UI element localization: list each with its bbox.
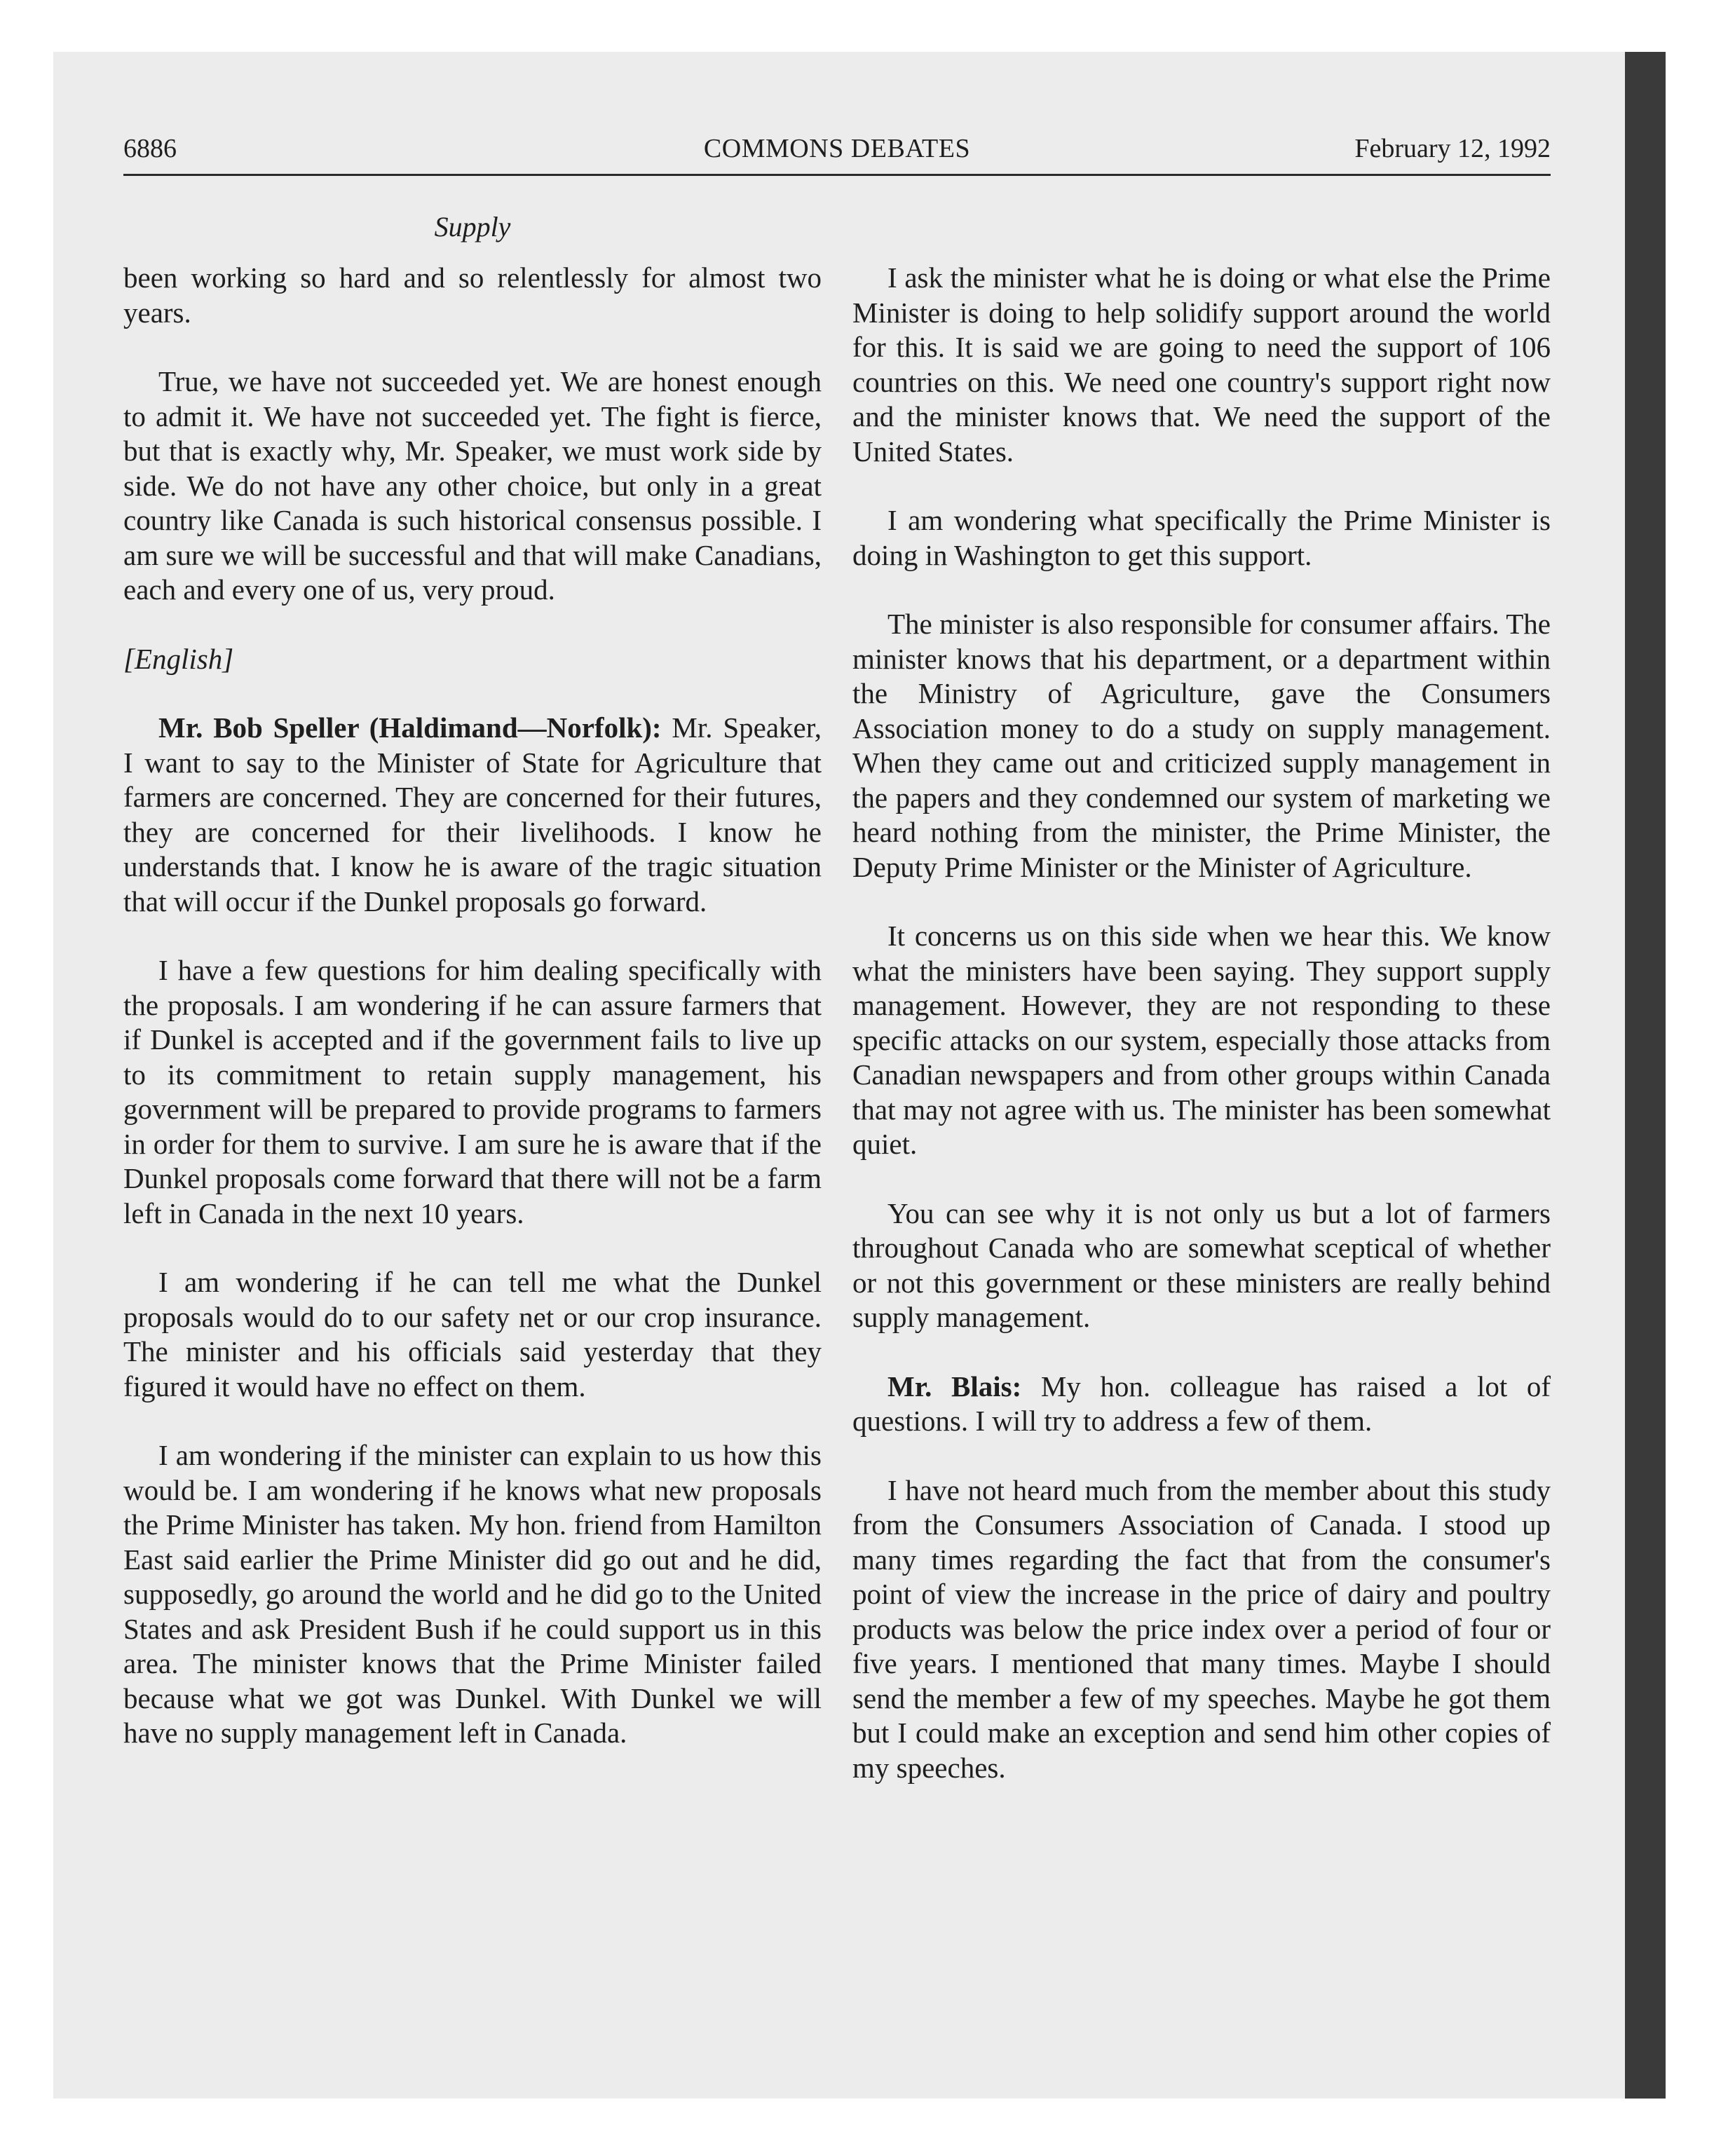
header-rule: [123, 174, 1551, 176]
paragraph: I am wondering if the minister can explain to us how this would be. I am wondering if he knows what new proposals the Prime Minister has taken. My hon. friend from Hamilton East said earlier the Prime Minister did go out and he did, supposedly, go around the world and he did go to the United States and ask President Bush if he could support us in this area. The minister knows that the Prime Minister failed because what we got was Dunkel. With Dunkel we will have no supply management left in Canada.: [123, 1439, 822, 1749]
paragraph: I ask the minister what he is doing or what else the Prime Minister is doing to help solidify support around the world for this. It is said we are going to need the support of 106 countries on this. We need one country's support right now and the minister knows that. We need the support of the United States.: [852, 261, 1551, 468]
page-header: [123, 133, 1551, 175]
speaker-name: Mr. Blais:: [887, 1370, 1022, 1403]
publication-title: COMMONS DEBATES: [703, 134, 971, 163]
left-column: [123, 261, 822, 1751]
right-column: [852, 261, 1551, 1785]
speaker-name: Mr. Bob Speller (Haldimand—Norfolk):: [158, 711, 662, 744]
paragraph: been working so hard and so relentlessly for almost two years.: [123, 261, 822, 329]
scan-edge-band: [1625, 52, 1666, 2099]
paragraph: It concerns us on this side when we hear this. We know what the ministers have been saying. They support supply management. However, they are not responding to these specific attacks on our system, especially those attacks from Canadian newspapers and from other groups within Canada that may not agree with us. The minister has been somewhat quiet.: [852, 920, 1551, 1160]
speech-text: Mr. Speaker, I want to say to the Minister of State for Agriculture that farmers are concerned. They are concerned for their futures, they are concerned for their livelihoods. I know he understands that. I know he is aware of the tragic situation that will occur if the Dunkel proposals go forward.: [123, 711, 822, 917]
speech-paragraph: [852, 1370, 1551, 1439]
paragraph: I have a few questions for him dealing specifically with the proposals. I am wondering if he can assure farmers that if Dunkel is accepted and if the government fails to live up to its commitment to retain supply management, his government will be prepared to provide programs to farmers in order for them to survive. I am sure he is aware that if the Dunkel proposals come forward that there will not be a farm left in Canada in the next 10 years.: [123, 954, 822, 1229]
speech-text: My hon. colleague has raised a lot of questions. I will try to address a few of them.: [852, 1370, 1551, 1437]
speech-paragraph: [123, 711, 822, 919]
language-marker: [English]: [123, 642, 234, 675]
paragraph: I am wondering what specifically the Prime Minister is doing in Washington to get this support.: [852, 504, 1551, 571]
publication-date: February 12, 1992: [1354, 134, 1551, 163]
paragraph: I have not heard much from the member about this study from the Consumers Association of Canada. I stood up many times regarding the fact that from the consumer's point of view the increase in the price of dairy and poultry products was below the price index over a period of four or five years. I mentioned that many times. Maybe I should send the member a few of my speeches. Maybe he got them but I could make an exception and send him other copies of my speeches.: [852, 1473, 1551, 1784]
page-number: 6886: [123, 134, 177, 163]
paragraph: True, we have not succeeded yet. We are honest enough to admit it. We have not succeeded yet. The fight is fierce, but that is exactly why, Mr. Speaker, we must work side by side. We do not have any other choice, but only in a great country like Canada is such historical consensus possible. I am sure we will be successful and that will make Canadians, each and every one of us, very proud.: [123, 365, 822, 606]
section-title: Supply: [434, 211, 511, 243]
paragraph: The minister is also responsible for consumer affairs. The minister knows that his department, or a department within the Ministry of Agriculture, gave the Consumers Association money to do a study on supply management. When they came out and criticized supply management in the papers and they condemned our system of marketing we heard nothing from the minister, the Prime Minister, the Deputy Prime Minister or the Minister of Agriculture.: [852, 608, 1551, 883]
paragraph: You can see why it is not only us but a lot of farmers throughout Canada who are somewhat sceptical of whether or not this government or these ministers are really behind supply management.: [852, 1196, 1551, 1333]
paragraph: I am wondering if he can tell me what the Dunkel proposals would do to our safety net or our crop insurance. The minister and his officials said yesterday that they figured it would have no effect on them.: [123, 1266, 822, 1403]
